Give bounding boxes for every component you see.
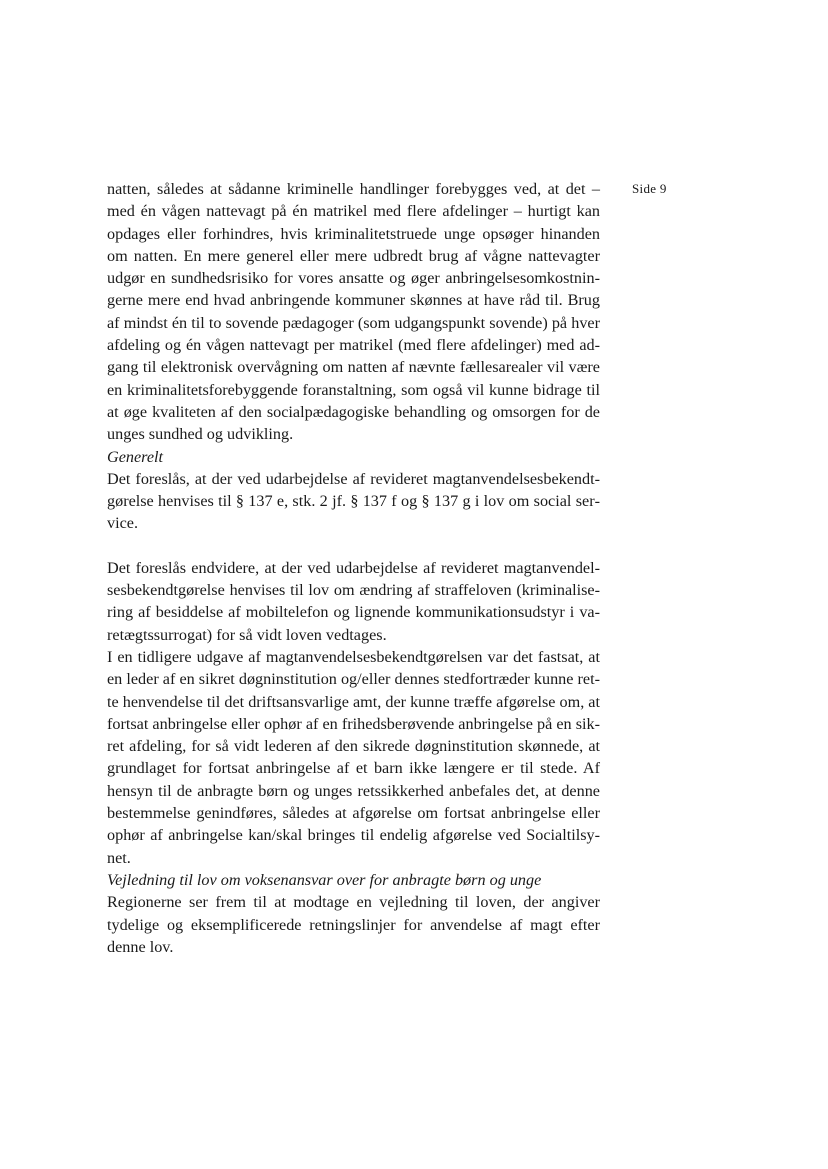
section-general-paragraph-2: Det foreslås endvidere, at der ved udarbejdelse af revideret magtanvendelsesbekendtgørelse henvises til lov om ændring af straffeloven (kriminalisering af besiddelse af mobiltelefon og lignende kommunikationsudstyr i varetægtssurrogat) for så vidt loven vedtages. [107,558,600,644]
section-guidance [107,869,600,958]
page-number-label: Side [632,181,657,196]
section-guidance-paragraph-1: Regionerne ser frem til at modtage en vejledning til loven, der angiver tydelige og eksemplificerede retningslinjer for anvendelse af magt efter denne lov. [107,893,600,956]
section-guidance-heading: Vejledning til lov om voksenansvar over for anbragte børn og unge [107,870,542,889]
page-number [632,181,667,197]
page-number-value: 9 [659,181,667,196]
intro-paragraph: natten, således at sådanne kriminelle handlinger forebygges ved, at det – med én vågen nattevagt på én matrikel med flere afdelinger – hurtigt kan opdages eller forhindres, hvis kriminalitetstruede unge opsøger hinanden om natten. En mere generel eller mere udbredt brug af vågne nattevagter udgør en sundhedsrisiko for vores ansatte og øger anbringelsesomkostningerne mere end hvad anbringende kommuner skønnes at have råd til. Brug af mindst én til to sovende pædagoger (som udgangspunkt sovende) på hver afdeling og én vågen nattevagt per matrikel (med flere afdelinger) med adgang til elektronisk overvågning om natten af nævnte fællesarealer vil være en kriminalitetsforebyggende foranstaltning, som også vil kunne bidrage til at øge kvaliteten af den socialpædagogiske behandling og omsorgen for de unges sundhed og udvikling. [107,180,600,444]
section-general-heading: Generelt [107,447,164,466]
document-body [107,178,600,958]
section-general-paragraph-3: I en tidligere udgave af magtanvendelsesbekendtgørelsen var det fastsat, at en leder af en sikret døgninstitution og/eller dennes stedfortræder kunne rette henvendelse til det driftsansvarlige amt, der kunne træffe afgørelse om, at fortsat anbringelse eller ophør af en frihedsberøvende anbringelse på en sikret afdeling, for så vidt lederen af den sikrede døgninstitution skønnede, at grundlaget for fortsat anbringelse af et barn ikke længere er til stede. Af hensyn til de anbragte børn og unges retssikkerhed anbefales det, at denne bestemmelse genindføres, således at afgørelse om fortsat anbringelse eller ophør af anbringelse kan/skal bringes til endelig afgørelse ved Socialtilsynet. [107,647,600,867]
section-general [107,446,600,535]
section-general-paragraph-1: Det foreslås, at der ved udarbejdelse af revideret magtanvendelsesbekendtgørelse henvises til § 137 e, stk. 2 jf. § 137 f og § 137 g i lov om social service. [107,469,600,533]
